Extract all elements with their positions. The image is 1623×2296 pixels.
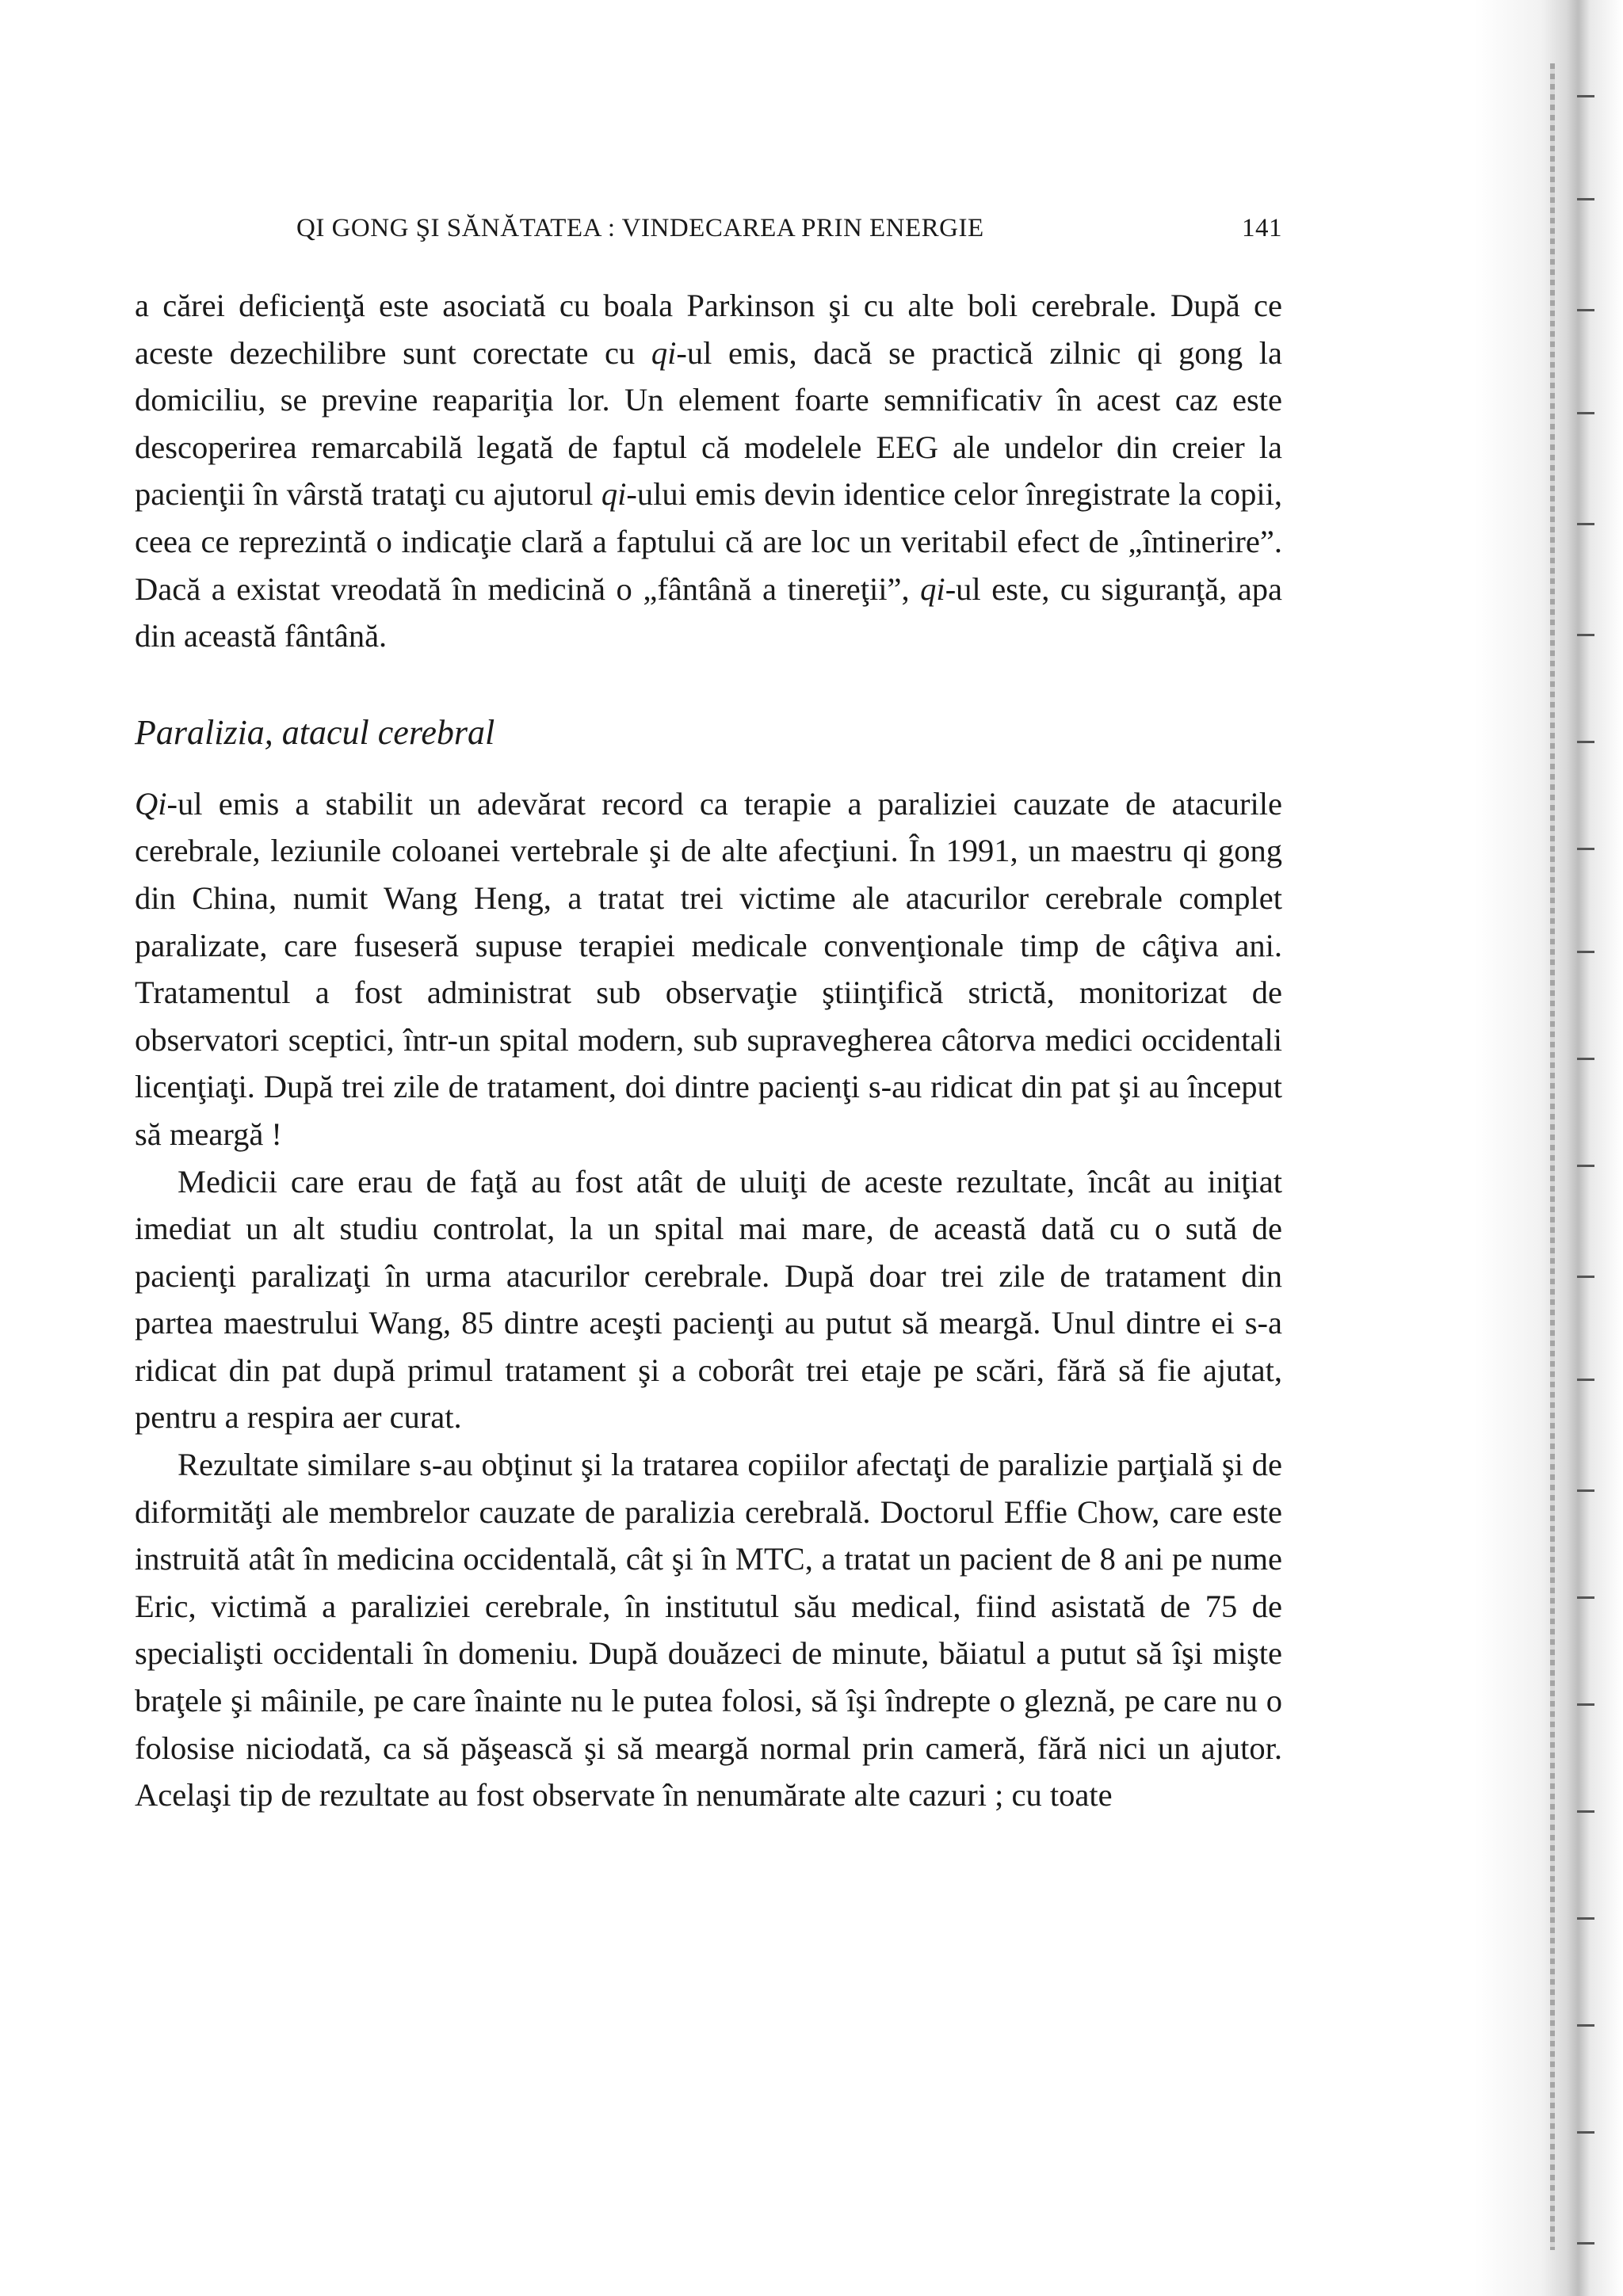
edge-mark [1577, 2131, 1594, 2134]
paragraph-4: Rezultate similare s-au obţinut şi la tratarea copiilor afectaţi de paralizie parţială şi de diformităţi ale membrelor cauzate de paralizia cerebrală. Doctorul Effie Chow, care este instruită atât în medicina occidentală, cât şi în MTC, a tratat un pacient de 8 ani pe nume Eric, victimă a paraliziei cerebrale, în institutul său medical, fiind asistată de 75 de specialişti occidentali în domeniu. După douăzeci de minute, băiatul a putut să îşi mişte braţele şi mâinile, pe care înainte nu le putea folosi, să îşi îndrepte o gleznă, pe care nu o folosise niciodată, ca să păşească şi să meargă normal prin cameră, fără nici un ajutor. Acelaşi tip de rezultate au fost observate în nenumărate alte cazuri ; cu toate [135, 1447, 1282, 1814]
edge-mark [1577, 1379, 1594, 1381]
paragraph-3: Medicii care erau de faţă au fost atât de uluiţi de aceste rezultate, încât au iniţiat imediat un alt studiu controlat, la un spital mai mare, de această dată cu o sută de pacienţi paralizaţi în urma atacurilor cerebrale. După doar trei zile de tratament din partea maestrului Wang, 85 dintre aceşti pacienţi au putut să meargă. Unul dintre ei s-a ridicat din pat după primul tratament şi a coborât trei etaje pe scări, fără să fie ajutat, pentru a respira aer curat. [135, 1163, 1282, 1436]
edge-mark [1577, 848, 1594, 850]
edge-mark [1577, 1917, 1594, 1920]
edge-mark [1577, 309, 1594, 311]
edge-mark [1577, 1165, 1594, 1167]
paragraph-2 [135, 780, 1282, 1158]
qi-term: qi [601, 476, 627, 513]
paragraph-1-text-b: -ul emis, dacă se practică zilnic qi gong la domiciliu, se previne reapariţia lor. Un element foarte semnificativ în acest caz este descoperirea remarcabilă legată de faptul că modelele EEG ale undelor din creier la pacienţii în vârstă trataţi cu ajutorul [135, 334, 1282, 513]
edge-mark [1577, 1596, 1594, 1599]
qi-term: Qi [135, 785, 167, 822]
edge-mark [1577, 2242, 1594, 2245]
page-body [135, 282, 1282, 1819]
edge-mark [1577, 95, 1594, 97]
paragraph-1-text-d: -ul este, cu siguranţă, apa din această fântână. [135, 570, 1282, 654]
paragraph-1-text-c: -ului emis devin identice celor înregistrate la copii, ceea ce reprezintă o indicaţie clară a faptului că are loc un veritabil efect de „întinerire”. Dacă a existat vreodată în medicină o „fântână a tinereţii”, [135, 476, 1282, 607]
qi-term: qi [920, 570, 945, 607]
edge-mark [1577, 634, 1594, 636]
running-header [296, 214, 1282, 249]
edge-mark [1577, 198, 1594, 200]
edge-mark [1577, 741, 1594, 743]
edge-mark [1577, 1276, 1594, 1278]
page-number: 141 [1242, 214, 1282, 242]
edge-mark [1577, 1058, 1594, 1060]
paragraph-1 [135, 282, 1282, 660]
running-title: QI GONG ŞI SĂNĂTATEA : VINDECAREA PRIN ENERGIE [296, 214, 984, 242]
edge-mark [1577, 412, 1594, 414]
qi-term: qi [651, 334, 677, 371]
edge-mark [1577, 2024, 1594, 2027]
paragraph-2-text: -ul emis a stabilit un adevărat record ca terapie a paraliziei cauzate de atacurile cerebrale, leziunile coloanei vertebrale şi de alte afecţiuni. În 1991, un maestru qi gong din China, numit Wang Heng, a tratat trei victime ale atacurilor cerebrale complet paralizate, care fuseseră supuse terapiei medicale convenţionale timp de câţiva ani. Tratamentul a fost administrat sub observaţie ştiinţifică strictă, monitorizat de observatori sceptici, într-un spital modern, sub supravegherea câtorva medici occidentali licenţiaţi. După trei zile de tratament, doi dintre pacienţi s-au ridicat din pat şi au început să meargă ! [135, 785, 1282, 1152]
page-edge-marks [1577, 0, 1609, 2296]
paragraph-1-text-a: a cărei deficienţă este asociată cu boala Parkinson şi cu alte boli cerebrale. După ce aceste dezechilibre sunt corectate cu [135, 288, 1282, 371]
section-heading: Paralizia, atacul cerebral [135, 712, 495, 752]
edge-mark [1577, 523, 1594, 525]
edge-mark [1577, 1489, 1594, 1492]
edge-mark [1577, 1703, 1594, 1706]
edge-mark [1577, 1810, 1594, 1813]
edge-mark [1577, 951, 1594, 953]
